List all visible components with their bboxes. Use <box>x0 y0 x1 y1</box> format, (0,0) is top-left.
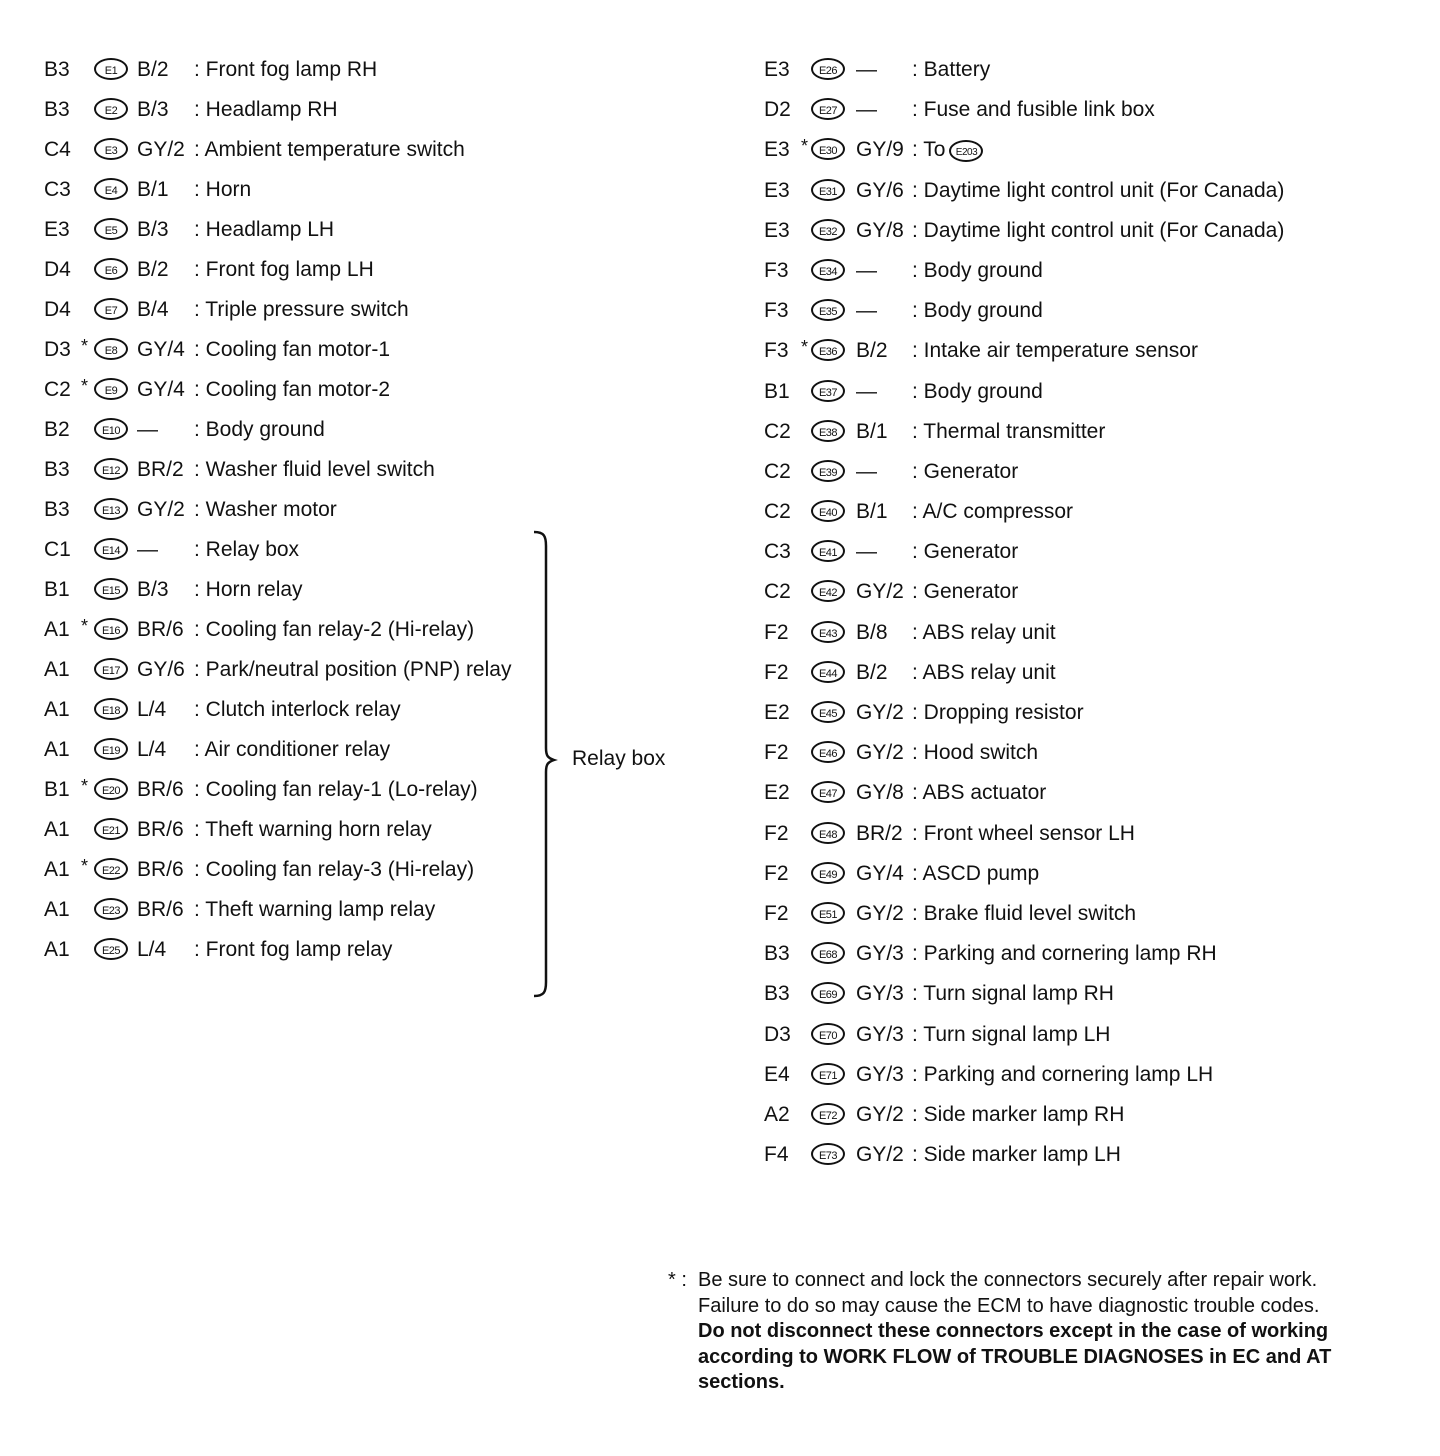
connector-row <box>764 412 1424 452</box>
connector-description: : Hood switch <box>912 741 1039 765</box>
connector-row <box>764 492 1424 532</box>
connector-symbol: E31 <box>811 179 845 201</box>
connector-symbol: E30 <box>811 138 845 160</box>
grid-ref: E3 <box>764 58 790 81</box>
connector-symbol: E35 <box>811 299 845 321</box>
connector-row <box>44 130 604 170</box>
grid-ref: D3 <box>764 1022 791 1046</box>
connector-symbol: E10 <box>94 418 128 440</box>
connector-code: B/8 <box>856 620 888 644</box>
connector-symbol: E46 <box>811 741 845 763</box>
connector-code: L/4 <box>137 738 167 761</box>
connector-symbol: E49 <box>811 862 845 884</box>
connector-code: BR/6 <box>137 778 184 801</box>
grid-ref: F3 <box>764 339 789 363</box>
connector-row <box>44 730 604 770</box>
connector-code: GY/2 <box>856 901 904 925</box>
grid-ref: F2 <box>764 821 789 845</box>
connector-row <box>764 372 1424 412</box>
connector-description: : Ambient temperature switch <box>194 138 465 161</box>
connector-description: : Clutch interlock relay <box>194 698 401 721</box>
grid-ref: A1 <box>44 938 70 961</box>
connector-code: GY/3 <box>856 1022 904 1046</box>
connector-row <box>44 890 604 930</box>
connector-description: : Generator <box>912 540 1019 564</box>
connector-description: : Headlamp RH <box>194 98 338 121</box>
connector-description: : ABS relay unit <box>912 620 1056 644</box>
connector-row <box>764 773 1424 813</box>
connector-symbol: E21 <box>94 818 128 840</box>
grid-ref: E3 <box>764 178 790 202</box>
connector-description: : Body ground <box>912 379 1043 403</box>
caution-star: * <box>81 376 89 396</box>
connector-description: : Turn signal lamp RH <box>912 982 1114 1006</box>
connector-symbol: E47 <box>811 781 845 803</box>
connector-row <box>764 693 1424 733</box>
connector-symbol: E26 <box>811 58 845 80</box>
connector-description: : Side marker lamp LH <box>912 1143 1121 1167</box>
grid-ref: E4 <box>764 1062 790 1086</box>
connector-code: B/2 <box>137 58 169 81</box>
connector-row <box>44 810 604 850</box>
connector-row <box>764 854 1424 894</box>
connector-row <box>44 570 604 610</box>
connector-code: — <box>856 258 877 282</box>
connector-description: : Body ground <box>912 299 1043 323</box>
caution-star: * <box>81 776 89 796</box>
connector-code: L/4 <box>137 698 167 721</box>
caution-star: * <box>81 616 89 636</box>
connector-symbol: E4 <box>94 178 128 200</box>
grid-ref: B3 <box>764 982 790 1006</box>
connector-code: B/2 <box>856 660 888 684</box>
connector-symbol: E19 <box>94 738 128 760</box>
relay-box-brace <box>530 530 560 1000</box>
connector-description: : ABS actuator <box>912 781 1047 805</box>
grid-ref: D4 <box>44 298 71 321</box>
connector-symbol: E41 <box>811 540 845 562</box>
connector-symbol: E34 <box>811 259 845 281</box>
grid-ref: F2 <box>764 620 789 644</box>
footnote-caution: Do not disconnect these connectors except in the case of working according to WORK FLOW of TROUBLE DIAGNOSES in EC and AT sections. <box>698 1320 1332 1393</box>
grid-ref: A1 <box>44 698 70 721</box>
connector-description: : Front fog lamp LH <box>194 258 374 281</box>
connector-symbol: E71 <box>811 1063 845 1085</box>
connector-row <box>764 211 1424 251</box>
connector-code: GY/3 <box>856 942 904 966</box>
grid-ref: E2 <box>764 701 790 724</box>
grid-ref: E3 <box>764 138 790 162</box>
connector-row <box>44 210 604 250</box>
connector-row <box>44 610 604 650</box>
footnote-note: Be sure to connect and lock the connectors securely after repair work. Failure to do so may cause the ECM to have diagnostic trouble codes. <box>698 1269 1320 1317</box>
connector-code: — <box>856 299 877 323</box>
connector-description: : Front fog lamp RH <box>194 58 378 81</box>
connector-symbol: E14 <box>94 538 128 560</box>
connector-description: : Brake fluid level switch <box>912 901 1137 925</box>
connector-symbol: E16 <box>94 618 128 640</box>
connector-symbol: E15 <box>94 578 128 600</box>
connector-row <box>764 733 1424 773</box>
connector-symbol: E25 <box>94 938 128 960</box>
connector-symbol: E20 <box>94 778 128 800</box>
connector-row <box>764 171 1424 211</box>
grid-ref: A1 <box>44 858 70 881</box>
right-connector-list <box>764 50 1424 1175</box>
connector-symbol: E7 <box>94 298 128 320</box>
footnote <box>668 1268 1368 1396</box>
connector-symbol: E8 <box>94 338 128 360</box>
grid-ref: C2 <box>764 419 791 443</box>
connector-code: GY/3 <box>856 1062 904 1086</box>
grid-ref: C3 <box>44 178 71 201</box>
connector-description: : ASCD pump <box>912 861 1040 885</box>
grid-ref: D3 <box>44 338 71 361</box>
connector-row <box>44 330 604 370</box>
grid-ref: A2 <box>764 1102 790 1126</box>
connector-symbol: E9 <box>94 378 128 400</box>
grid-ref: C2 <box>764 459 791 483</box>
connector-code: GY/8 <box>856 781 904 805</box>
connector-code: — <box>856 379 877 403</box>
caution-star: * <box>801 136 809 157</box>
connector-row <box>44 530 604 570</box>
caution-star: * <box>81 336 89 356</box>
connector-row <box>764 894 1424 934</box>
connector-row <box>44 650 604 690</box>
connector-description: : Cooling fan relay-3 (Hi-relay) <box>194 858 475 881</box>
grid-ref: F3 <box>764 299 789 323</box>
connector-code: — <box>856 540 877 564</box>
connector-row <box>764 1095 1424 1135</box>
connector-code: B/3 <box>137 218 169 241</box>
connector-row <box>44 450 604 490</box>
grid-ref: D2 <box>764 98 791 122</box>
connector-description: : Park/neutral position (PNP) relay <box>194 658 512 681</box>
connector-code: GY/2 <box>856 1102 904 1126</box>
connector-code: — <box>856 98 877 122</box>
connector-code: GY/2 <box>856 1143 904 1167</box>
connector-row <box>44 290 604 330</box>
connector-description: : Cooling fan motor-1 <box>194 338 391 361</box>
connector-code: — <box>137 538 158 561</box>
connector-symbol: E6 <box>94 258 128 280</box>
connector-code: B/1 <box>856 419 888 443</box>
connector-row <box>44 170 604 210</box>
connector-row <box>764 1055 1424 1095</box>
connector-symbol: E68 <box>811 942 845 964</box>
grid-ref: C2 <box>764 500 791 524</box>
footnote-marker: * : <box>668 1269 687 1291</box>
connector-symbol: E44 <box>811 661 845 683</box>
connector-description: : Air conditioner relay <box>194 738 391 761</box>
connector-description: : Washer motor <box>194 498 337 521</box>
connector-description: : Headlamp LH <box>194 218 335 241</box>
connector-row <box>44 770 604 810</box>
connector-description: : Intake air temperature sensor <box>912 339 1198 363</box>
connector-symbol: E73 <box>811 1143 845 1165</box>
connector-row <box>44 250 604 290</box>
connector-description: : Generator <box>912 580 1019 604</box>
grid-ref: F2 <box>764 861 789 885</box>
connector-symbol: E36 <box>811 339 845 361</box>
connector-description-text: : To <box>912 138 946 162</box>
connector-code: B/4 <box>137 298 169 321</box>
connector-row <box>44 410 604 450</box>
connector-description: : Theft warning lamp relay <box>194 898 436 921</box>
connector-description: : Theft warning horn relay <box>194 818 432 841</box>
connector-row <box>764 50 1424 90</box>
grid-ref: A1 <box>44 658 70 681</box>
connector-code: BR/6 <box>137 898 184 921</box>
connector-description: : Fuse and fusible link box <box>912 98 1155 122</box>
connector-code: — <box>856 459 877 483</box>
connector-code: GY/8 <box>856 218 904 242</box>
connector-code: — <box>856 58 877 81</box>
connector-code: GY/4 <box>137 338 185 361</box>
connector-symbol: E2 <box>94 98 128 120</box>
connector-row <box>764 130 1424 170</box>
grid-ref: A1 <box>44 618 70 641</box>
connector-description: : Body ground <box>912 258 1043 282</box>
grid-ref: C4 <box>44 138 71 161</box>
connector-description: : Washer fluid level switch <box>194 458 435 481</box>
connector-description: : Front fog lamp relay <box>194 938 393 961</box>
connector-row <box>764 452 1424 492</box>
grid-ref: B3 <box>44 498 70 521</box>
connector-row <box>44 50 604 90</box>
connector-description: : Front wheel sensor LH <box>912 821 1135 845</box>
connector-code: GY/2 <box>137 498 185 521</box>
connector-description: : Turn signal lamp LH <box>912 1022 1111 1046</box>
connector-code: BR/6 <box>137 818 184 841</box>
connector-symbol: E37 <box>811 380 845 402</box>
connector-code: GY/2 <box>856 741 904 765</box>
grid-ref: F2 <box>764 741 789 765</box>
connector-row <box>764 331 1424 371</box>
connector-symbol: E45 <box>811 701 845 723</box>
connector-description: : Cooling fan relay-1 (Lo-relay) <box>194 778 478 801</box>
connector-code: BR/6 <box>137 858 184 881</box>
relay-box-label: Relay box <box>572 747 666 770</box>
connector-description <box>912 130 983 170</box>
connector-code: B/2 <box>137 258 169 281</box>
connector-description: : Daytime light control unit (For Canada) <box>912 178 1285 202</box>
connector-symbol: E42 <box>811 580 845 602</box>
connector-symbol: E17 <box>94 658 128 680</box>
connector-symbol: E39 <box>811 460 845 482</box>
grid-ref: B3 <box>44 58 70 81</box>
connector-symbol: E3 <box>94 138 128 160</box>
connector-symbol: E22 <box>94 858 128 880</box>
connector-code: GY/6 <box>856 178 904 202</box>
connector-row <box>764 251 1424 291</box>
connector-description: : ABS relay unit <box>912 660 1056 684</box>
connector-symbol: E70 <box>811 1023 845 1045</box>
grid-ref: C2 <box>764 580 791 604</box>
grid-ref: F3 <box>764 258 789 282</box>
connector-code: GY/2 <box>856 701 904 724</box>
connector-row <box>764 291 1424 331</box>
connector-symbol: E48 <box>811 822 845 844</box>
connector-symbol: E12 <box>94 458 128 480</box>
connector-row <box>44 90 604 130</box>
connector-code: GY/3 <box>856 982 904 1006</box>
connector-row <box>44 930 604 970</box>
connector-description: : Thermal transmitter <box>912 419 1106 443</box>
connector-symbol: E32 <box>811 219 845 241</box>
grid-ref: A1 <box>44 818 70 841</box>
grid-ref: E2 <box>764 781 790 805</box>
connector-row <box>764 613 1424 653</box>
connector-row <box>764 90 1424 130</box>
connector-description: : A/C compressor <box>912 500 1074 524</box>
grid-ref: B3 <box>44 98 70 121</box>
connector-row <box>764 532 1424 572</box>
target-connector-symbol: E203 <box>949 140 983 162</box>
grid-ref: C2 <box>44 378 71 401</box>
connector-symbol: E18 <box>94 698 128 720</box>
grid-ref: C3 <box>764 540 791 564</box>
connector-description: : Triple pressure switch <box>194 298 409 321</box>
connector-code: BR/2 <box>137 458 184 481</box>
grid-ref: B1 <box>44 778 70 801</box>
connector-symbol: E1 <box>94 58 128 80</box>
connector-description: : Cooling fan relay-2 (Hi-relay) <box>194 618 475 641</box>
connector-symbol: E69 <box>811 982 845 1004</box>
connector-code: L/4 <box>137 938 167 961</box>
connector-code: GY/4 <box>137 378 185 401</box>
connector-description: : Generator <box>912 459 1019 483</box>
left-connector-list <box>44 50 604 970</box>
connector-code: B/3 <box>137 578 169 601</box>
grid-ref: D4 <box>44 258 71 281</box>
grid-ref: A1 <box>44 738 70 761</box>
connector-code: BR/2 <box>856 821 903 845</box>
connector-symbol: E5 <box>94 218 128 240</box>
connector-code: GY/2 <box>137 138 185 161</box>
connector-code: B/2 <box>856 339 888 363</box>
connector-symbol: E23 <box>94 898 128 920</box>
grid-ref: F4 <box>764 1143 789 1167</box>
connector-code: GY/6 <box>137 658 185 681</box>
connector-code: B/1 <box>137 178 169 201</box>
connector-code: GY/4 <box>856 861 904 885</box>
connector-row <box>764 934 1424 974</box>
connector-symbol: E40 <box>811 500 845 522</box>
connector-description: : Body ground <box>194 418 325 441</box>
connector-code: GY/9 <box>856 138 904 162</box>
connector-description: : Dropping resistor <box>912 701 1084 724</box>
connector-row <box>44 490 604 530</box>
connector-row <box>44 850 604 890</box>
connector-description: : Daytime light control unit (For Canada) <box>912 218 1285 242</box>
connector-description: : Parking and cornering lamp LH <box>912 1062 1214 1086</box>
connector-row <box>764 814 1424 854</box>
connector-code: GY/2 <box>856 580 904 604</box>
connector-row <box>764 974 1424 1014</box>
connector-symbol: E43 <box>811 621 845 643</box>
connector-description: : Parking and cornering lamp RH <box>912 942 1217 966</box>
connector-code: BR/6 <box>137 618 184 641</box>
grid-ref: F2 <box>764 901 789 925</box>
connector-code: B/1 <box>856 500 888 524</box>
connector-description: : Battery <box>912 58 991 81</box>
grid-ref: E3 <box>44 218 70 241</box>
connector-symbol: E27 <box>811 98 845 120</box>
grid-ref: F2 <box>764 660 789 684</box>
connector-description: : Cooling fan motor-2 <box>194 378 391 401</box>
connector-row <box>764 1135 1424 1175</box>
connector-symbol: E13 <box>94 498 128 520</box>
connector-description: : Side marker lamp RH <box>912 1102 1125 1126</box>
grid-ref: B2 <box>44 418 70 441</box>
connector-description: : Horn <box>194 178 252 201</box>
grid-ref: B3 <box>44 458 70 481</box>
connector-code: B/3 <box>137 98 169 121</box>
caution-star: * <box>801 337 809 358</box>
connector-row <box>44 370 604 410</box>
connector-row <box>764 653 1424 693</box>
connector-row <box>764 1015 1424 1055</box>
grid-ref: A1 <box>44 898 70 921</box>
caution-star: * <box>81 856 89 876</box>
grid-ref: B1 <box>44 578 70 601</box>
connector-symbol: E38 <box>811 420 845 442</box>
connector-row <box>44 690 604 730</box>
connector-symbol: E51 <box>811 902 845 924</box>
grid-ref: E3 <box>764 218 790 242</box>
connector-code: — <box>137 418 158 441</box>
connector-description: : Relay box <box>194 538 300 561</box>
connector-symbol: E72 <box>811 1103 845 1125</box>
grid-ref: B1 <box>764 379 790 403</box>
grid-ref: B3 <box>764 942 790 966</box>
connector-row <box>764 572 1424 612</box>
connector-description: : Horn relay <box>194 578 303 601</box>
grid-ref: C1 <box>44 538 71 561</box>
